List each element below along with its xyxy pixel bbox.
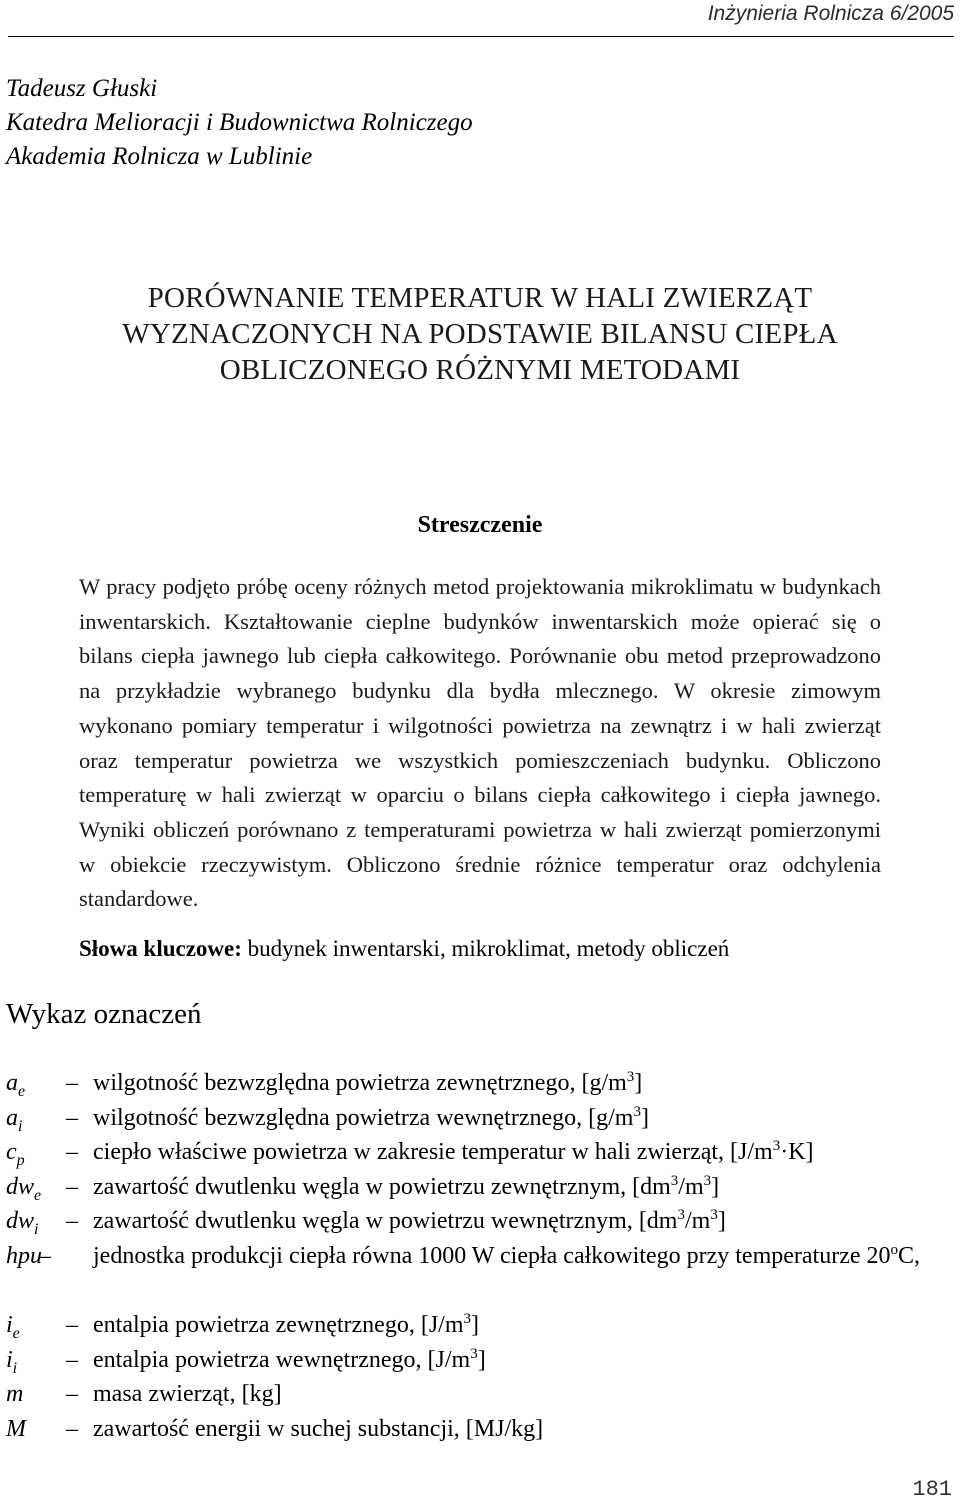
symbol-row [6,1135,954,1170]
page-number: 181 [912,1477,952,1502]
symbol: $i_e$ [6,1312,20,1342]
title-line-1: PORÓWNANIE TEMPERATUR W HALI ZWIERZĄT [147,282,813,314]
symbol-description: – entalpia powietrza zewnętrznego, $[J/m^3]$ [66,1311,479,1339]
symbol-row [6,1343,954,1378]
symbol-description: – ciepło właściwe powietrza w zakresie temperatur w hali zwierząt, $[J/m^3\cdot K]$ [66,1138,814,1166]
symbol-row [6,1377,954,1412]
symbol-description: – wilgotność bezwzględna powietrza zewnętrznego, $[g/m^3]$ [66,1069,643,1096]
symbol-row [6,1101,954,1136]
symbol: $i_i$ [6,1346,18,1377]
symbols-heading: Wykaz oznaczeń [6,998,202,1030]
header-rule [8,36,954,37]
author-university: Akademia Rolnicza w Lublinie [6,143,313,170]
symbol: hpu [6,1242,42,1269]
symbol: M [6,1415,26,1442]
symbol-description: – zawartość dwutlenku węgla w powietrzu zewnętrznym, $[dm^3/m^3]$ [66,1172,720,1200]
symbol: $a_i$ [6,1104,23,1135]
symbol-row [6,1412,954,1447]
symbol: $dw_e$ [6,1173,42,1204]
symbol-description: – masa zwierząt, [kg] [66,1381,282,1408]
symbol: $c_p$ [6,1139,25,1169]
keywords [79,936,729,962]
author-name: Tadeusz Głuski [6,75,158,102]
title-line-2: WYZNACZONYCH NA PODSTAWIE BILANSU CIEPŁA [122,318,838,350]
title-line-3: OBLICZONEGO RÓŻNYMI METODAMI [219,354,741,386]
symbol-row [6,1066,954,1101]
paper-title [80,280,880,388]
abstract-heading: Streszczenie [417,512,543,538]
journal-header: Inżynieria Rolnicza 6/2005 [707,2,954,25]
symbol-description: – wilgotność bezwzględna powietrza wewnętrznego, $[g/m^3]$ [66,1103,649,1131]
symbols-list [6,1066,954,1447]
symbol-row [6,1239,954,1308]
symbol: $dw_i$ [6,1208,39,1239]
symbol-description: – jednostka produkcji ciepła równa 1000 W ciepła całkowitego przy temperaturze 20$^o$C, [39,1241,921,1269]
symbol-description: – entalpia powietrza wewnętrznego, $[J/m^3]$ [66,1345,486,1373]
symbol: m [6,1381,24,1408]
symbol: $a_e$ [6,1070,26,1100]
keywords-label: Słowa kluczowe: [79,936,242,961]
symbol-row [6,1170,954,1205]
symbol-description: – zawartość energii w suchej substancji, [MJ/kg] [66,1415,544,1442]
author-block [6,72,473,174]
author-department: Katedra Melioracji i Budownictwa Rolniczego [6,109,473,136]
symbol-row [6,1204,954,1239]
abstract-text: W pracy podjęto próbę oceny różnych metod projektowania mikroklimatu w budynkach inwentarskich. Kształtowanie cieplne budynków inwentarskich może opierać się o bilans ciepła jawnego lub ciepła całkowitego. Porównanie obu metod przeprowadzono na przykładzie wybranego budynku dla bydła mlecznego. W okresie zimowym wykonano pomiary temperatur i wilgotności powietrza na zewnątrz i w hali zwierząt oraz temperatur powietrza we wszystkich pomieszczeniach budynku. Obliczono temperaturę w hali zwierząt w oparciu o bilans ciepła całkowitego i ciepła jawnego. Wyniki obliczeń porównano z temperaturami powietrza w hali zwierząt pomierzonymi w obiekcie rzeczywistym. Obliczono średnie różnice temperatur oraz odchylenia standardowe. [79,574,881,912]
keywords-text: budynek inwentarski, mikroklimat, metody obliczeń [241,936,730,961]
symbol-row [6,1308,954,1343]
symbol-description: – zawartość dwutlenku węgla w powietrzu wewnętrznym, $[dm^3/m^3]$ [66,1207,726,1235]
